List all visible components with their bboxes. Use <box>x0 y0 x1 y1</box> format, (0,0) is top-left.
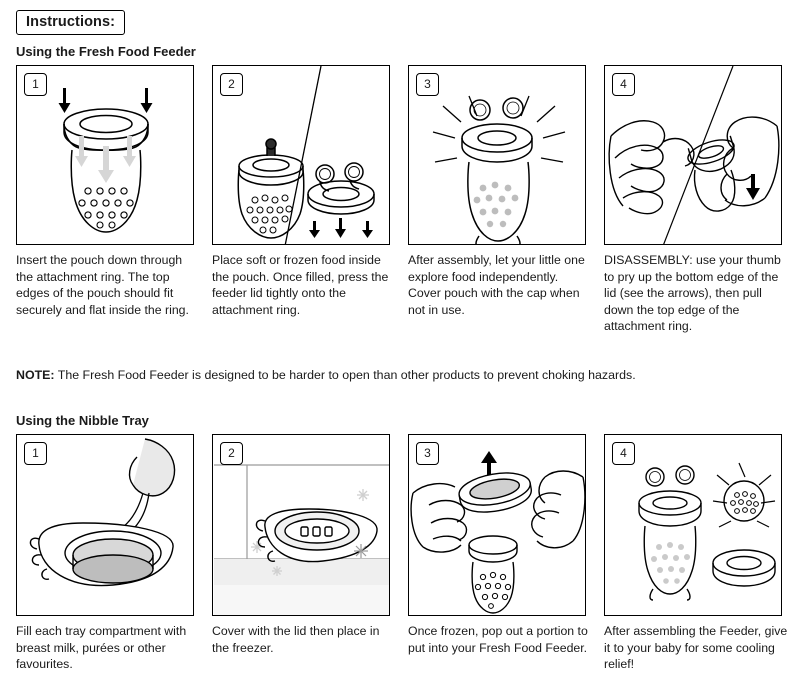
step-panel <box>16 65 194 318</box>
step-caption: Once frozen, pop out a portion to put into your Fresh Food Feeder. <box>408 624 588 655</box>
step-number: 4 <box>612 442 635 465</box>
note-label: NOTE: <box>16 368 55 382</box>
note-text: The Fresh Food Feeder is designed to be harder to open than other products to prevent choking hazards. <box>54 368 636 382</box>
step-number: 2 <box>220 442 243 465</box>
step-number: 1 <box>24 73 47 96</box>
step-number: 2 <box>220 73 243 96</box>
step-number: 1 <box>24 442 47 465</box>
step-number: 3 <box>416 442 439 465</box>
figure-feeder-step2 <box>212 65 390 245</box>
section-title-feeder: Using the Fresh Food Feeder <box>16 44 196 59</box>
step-caption: Fill each tray compartment with breast milk, purées or other favourites. <box>16 624 187 672</box>
step-panel <box>408 434 586 656</box>
figure-feeder-step4 <box>604 65 782 245</box>
step-caption: After assembly, let your little one explore food independently. Cover pouch with the cap when not in use. <box>408 253 585 317</box>
step-caption: Place soft or frozen food inside the pouch. Once filled, press the feeder lid tightly onto the attachment ring. <box>212 253 389 317</box>
figure-tray-step3 <box>408 434 586 616</box>
step-panel <box>604 434 788 673</box>
step-caption: Cover with the lid then place in the freezer. <box>212 624 380 655</box>
figure-tray-step2 <box>212 434 390 616</box>
figure-tray-step1 <box>16 434 194 616</box>
figure-tray-step4 <box>604 434 782 616</box>
step-panel <box>16 434 194 673</box>
step-panel <box>408 65 586 318</box>
figure-feeder-step3 <box>408 65 586 245</box>
step-caption: DISASSEMBLY: use your thumb to pry up the bottom edge of the lid (see the arrows), then pull down the top edge of the attachment ring. <box>604 253 781 334</box>
instructions-badge: Instructions: <box>16 10 125 35</box>
note-line <box>16 368 786 382</box>
step-caption: Insert the pouch down through the attachment ring. The top edges of the pouch should fit securely and flat inside the ring. <box>16 253 189 317</box>
step-number: 4 <box>612 73 635 96</box>
figure-feeder-step1 <box>16 65 194 245</box>
step-caption: After assembling the Feeder, give it to your baby for some cooling relief! <box>604 624 788 672</box>
section-title-tray: Using the Nibble Tray <box>16 413 149 428</box>
step-panel <box>212 434 390 656</box>
step-panel <box>604 65 782 335</box>
step-number: 3 <box>416 73 439 96</box>
step-panel <box>212 65 390 318</box>
